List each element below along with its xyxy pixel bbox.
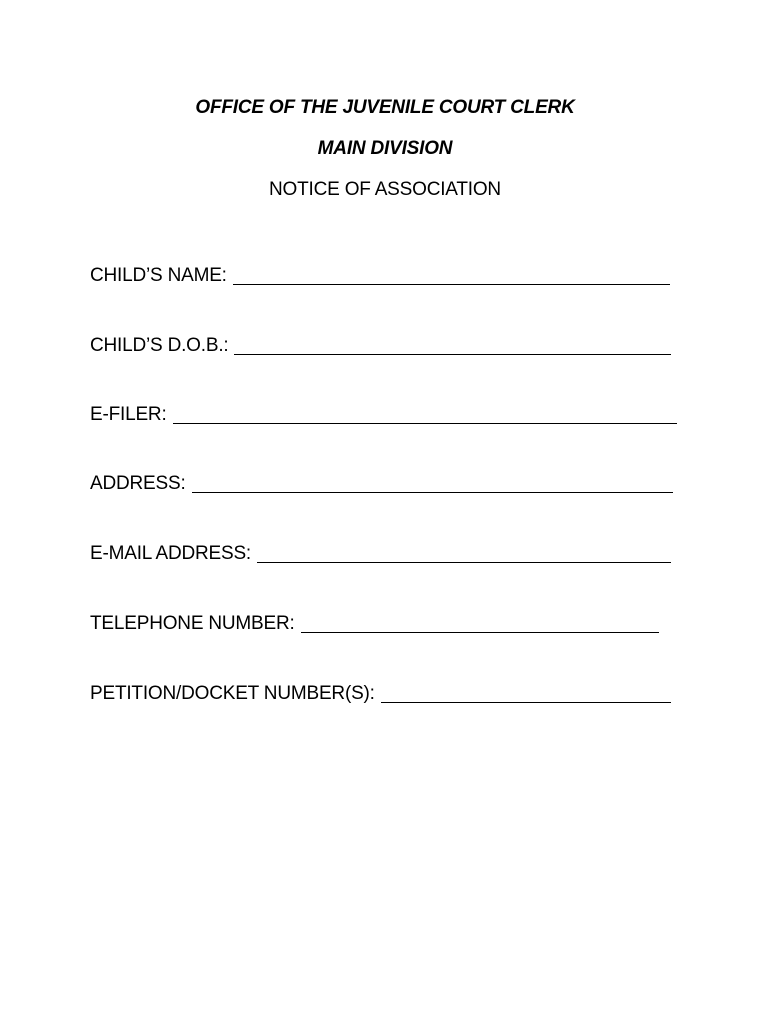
address-input[interactable] <box>192 472 673 493</box>
petition-docket-field <box>90 680 671 706</box>
email-field <box>90 540 671 566</box>
efiler-field <box>90 401 677 427</box>
efiler-input[interactable] <box>173 403 677 424</box>
childs-name-label: CHILD’S NAME: <box>90 265 227 286</box>
telephone-input[interactable] <box>301 612 659 633</box>
telephone-label: TELEPHONE NUMBER: <box>90 613 295 634</box>
petition-docket-input[interactable] <box>381 682 671 703</box>
efiler-label: E-FILER: <box>90 404 167 425</box>
email-label: E-MAIL ADDRESS: <box>90 543 252 564</box>
childs-name-input[interactable] <box>233 264 670 285</box>
form-title: NOTICE OF ASSOCIATION <box>269 179 501 200</box>
telephone-field <box>90 610 659 636</box>
childs-name-field <box>90 262 670 288</box>
childs-dob-label: CHILD’S D.O.B.: <box>90 335 229 356</box>
address-field <box>90 470 673 496</box>
office-heading: OFFICE OF THE JUVENILE COURT CLERK <box>195 97 575 118</box>
childs-dob-field <box>90 332 671 358</box>
email-input[interactable] <box>257 542 671 563</box>
division-heading: MAIN DIVISION <box>317 138 453 159</box>
childs-dob-input[interactable] <box>234 334 671 355</box>
petition-docket-label: PETITION/DOCKET NUMBER(S): <box>90 683 375 704</box>
address-label: ADDRESS: <box>90 473 186 494</box>
